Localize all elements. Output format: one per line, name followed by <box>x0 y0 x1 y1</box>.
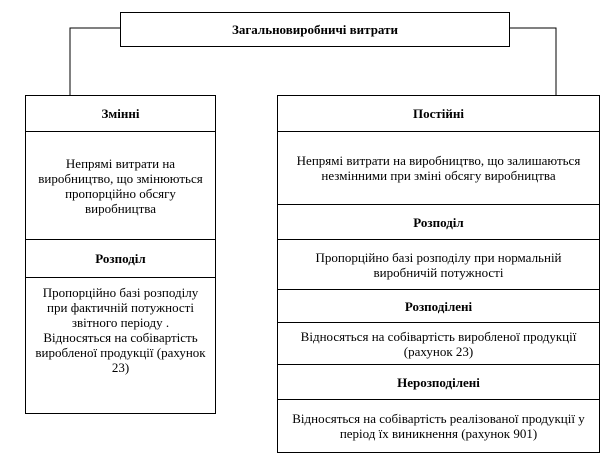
left-attribution-text: Відносяться на собівартість виробленої продукції (рахунок 23) <box>35 330 206 375</box>
top-box <box>120 12 510 47</box>
left-distribution-text: Пропорційно базі розподілу при фактичній потужності звітного періоду . <box>42 285 199 330</box>
connector-right <box>510 28 556 95</box>
left-distribution-block <box>26 277 215 413</box>
right-definition: Непрямі витрати на виробництво, що залишаються незмінними при зміні обсягу виробництва <box>278 131 599 204</box>
right-column <box>277 95 600 453</box>
right-distribution-text: Пропорційно базі розподілу при нормальній виробничій потужності <box>278 239 599 289</box>
right-unallocated-title: Нерозподілені <box>278 364 599 399</box>
right-unallocated-text: Відносяться на собівартість реалізованої продукції у період їх виникнення (рахунок 901) <box>278 399 599 452</box>
right-distribution-title: Розподіл <box>278 204 599 239</box>
left-title: Змінні <box>101 106 140 121</box>
right-title: Постійні <box>413 106 464 121</box>
right-allocated-text: Відносяться на собівартість виробленої продукції (рахунок 23) <box>278 322 599 364</box>
left-column <box>25 95 216 414</box>
left-definition: Непрямі витрати на виробництво, що змінюються пропорційно обсягу виробництва <box>26 131 215 239</box>
top-title: Загальновиробничі витрати <box>232 22 398 37</box>
left-distribution-title: Розподіл <box>26 239 215 277</box>
right-allocated-title: Розподілені <box>278 289 599 322</box>
connector-left <box>70 28 120 95</box>
